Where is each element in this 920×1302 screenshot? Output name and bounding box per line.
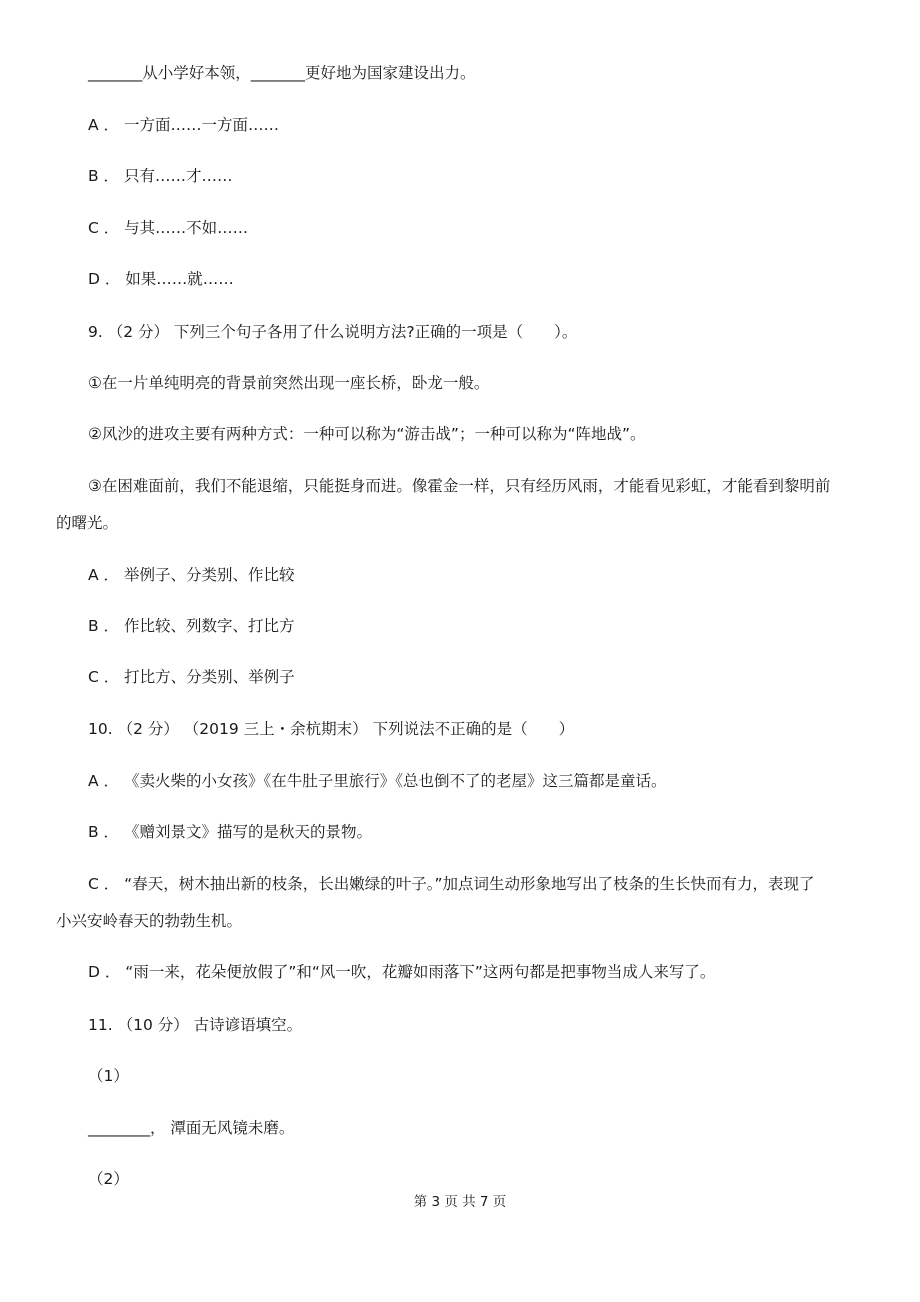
q10-option-b: B ． 《赠刘景文》描写的是秋天的景物。 xyxy=(88,823,372,841)
q9-sentence-3-cont: 的曙光。 xyxy=(56,514,119,532)
q9-sentence-1: ①在一片单纯明亮的背景前突然出现一座长桥，卧龙一般。 xyxy=(88,374,490,392)
option-c: C ． 与其……不如…… xyxy=(88,219,249,237)
option-d: D ． 如果……就…… xyxy=(88,270,234,288)
option-b: B ． 只有……才…… xyxy=(88,167,233,185)
q11-part-1: （1） xyxy=(88,1067,129,1085)
q9-option-c: C ． 打比方、分类别、举例子 xyxy=(88,668,295,686)
q11-part-2: （2） xyxy=(88,1170,129,1188)
question-10: 10. （2 分） （2019 三上・余杭期末） 下列说法不正确的是（ ） xyxy=(88,720,575,738)
question-9: 9. （2 分） 下列三个句子各用了什么说明方法?正确的一项是（ ）。 xyxy=(88,323,578,341)
q10-option-a: A ． 《卖火柴的小女孩》《在牛肚子里旅行》《总也倒不了的老屋》这三篇都是童话。 xyxy=(88,772,667,790)
q9-option-b: B ． 作比较、列数字、打比方 xyxy=(88,617,295,635)
q9-option-a: A ． 举例子、分类别、作比较 xyxy=(88,566,295,584)
line-1: _______从小学好本领，_______更好地为国家建设出力。 xyxy=(88,64,476,82)
q9-sentence-3: ③在困难面前，我们不能退缩，只能挺身而进。像霍金一样，只有经历风雨，才能看见彩虹，才能看到黎明前 xyxy=(88,477,831,495)
option-a: A ． 一方面……一方面…… xyxy=(88,116,279,134)
q10-option-c: C ． “春天，树木抽出新的枝条，长出嫩绿的叶子。”加点词生动形象地写出了枝条的生长快而有力，表现了 xyxy=(88,875,815,893)
q11-part-1-blank: ________， 潭面无风镜未磨。 xyxy=(88,1119,295,1137)
q10-option-c-cont: 小兴安岭春天的勃勃生机。 xyxy=(56,912,243,930)
q10-option-d: D ． “雨一来，花朵便放假了”和“风一吹，花瓣如雨落下”这两句都是把事物当成人来写了。 xyxy=(88,963,716,981)
question-11: 11. （10 分） 古诗谚语填空。 xyxy=(88,1016,303,1034)
q9-sentence-2: ②风沙的进攻主要有两种方式：一种可以称为“游击战”；一种可以称为“阵地战”。 xyxy=(88,425,646,443)
page-footer: 第 3 页 共 7 页 xyxy=(413,1194,507,1210)
